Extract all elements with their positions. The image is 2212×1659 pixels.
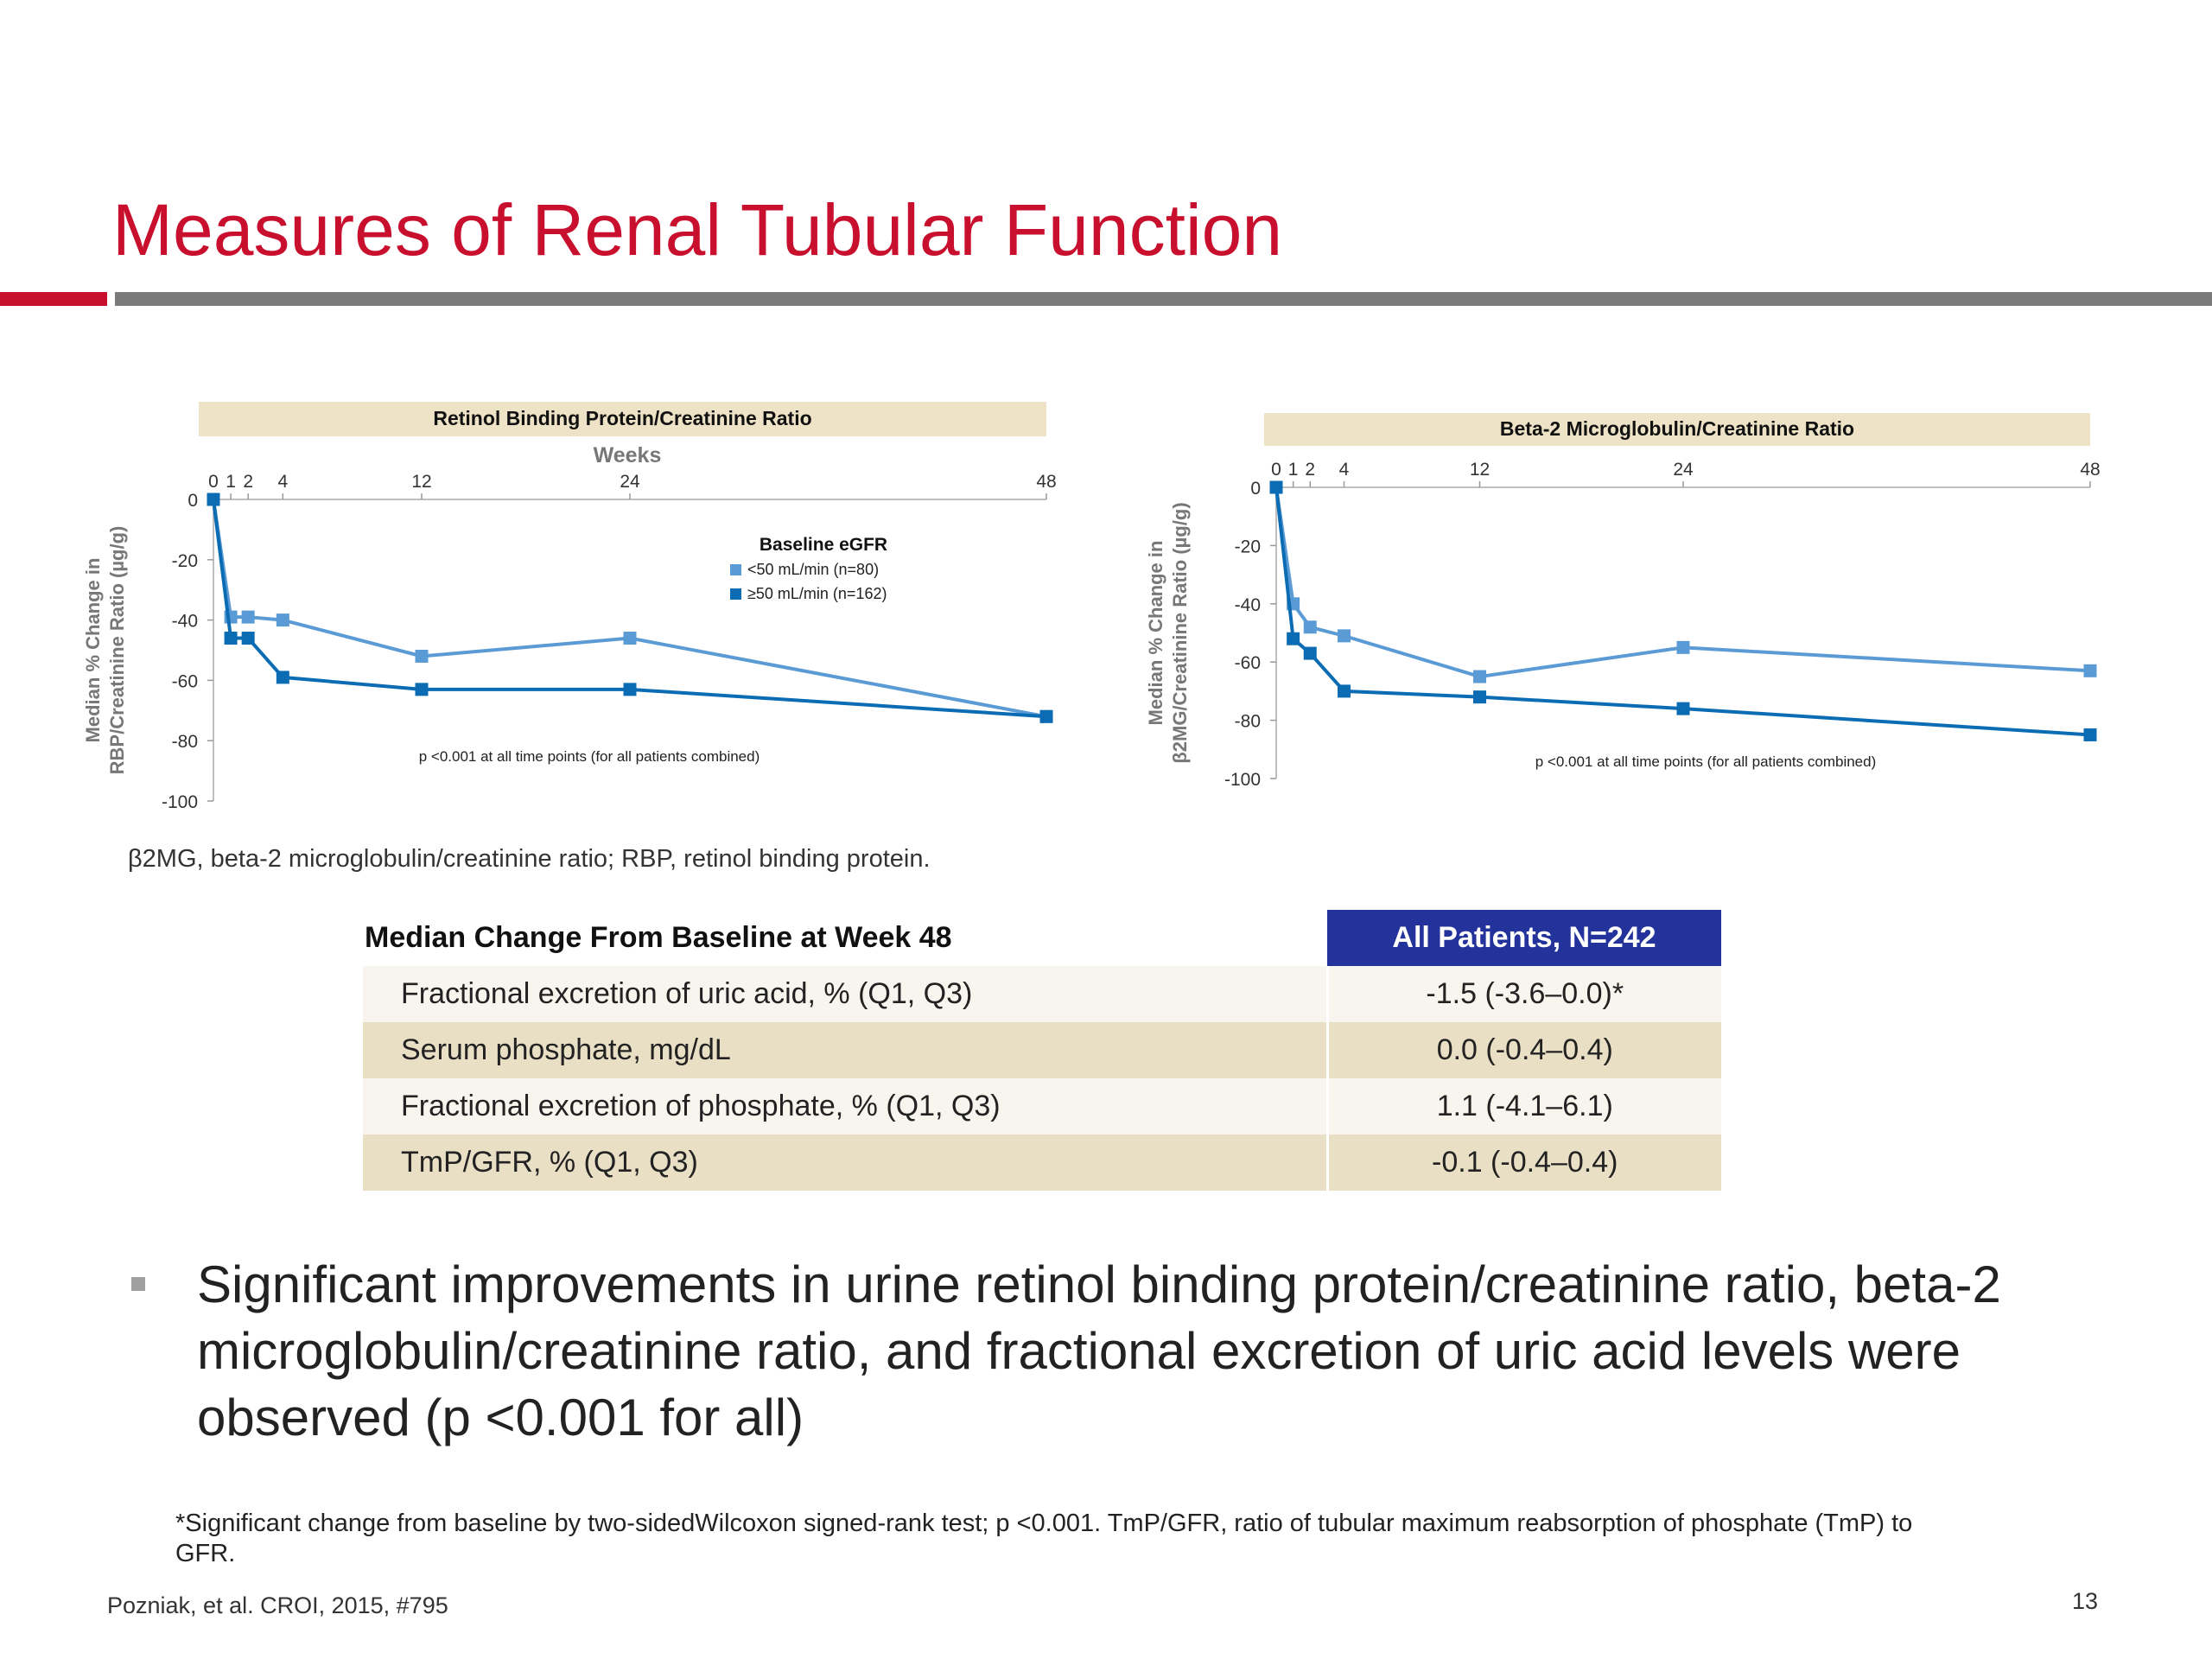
y-axis-label: RBP/Creatinine Ratio (µg/g) — [106, 525, 128, 775]
y-tick-label: -40 — [1234, 594, 1261, 615]
data-point-marker — [1287, 632, 1300, 645]
data-point-marker — [1040, 710, 1053, 723]
x-tick-label: 1 — [226, 472, 236, 492]
row-value: -0.1 (-0.4–0.4) — [1327, 1135, 1721, 1191]
row-value: -1.5 (-3.6–0.0)* — [1327, 966, 1721, 1022]
row-label: TmP/GFR, % (Q1, Q3) — [363, 1135, 1327, 1191]
chart-title: Beta-2 Microglobulin/Creatinine Ratio — [1499, 416, 1855, 440]
page-number: 13 — [2072, 1588, 2099, 1614]
y-tick-label: -20 — [171, 550, 198, 571]
x-tick-label: 0 — [208, 472, 219, 492]
x-tick-label: 48 — [1036, 472, 1057, 492]
b2mg-ratio-chart — [1132, 393, 2126, 808]
legend-entry: <50 mL/min (n=80) — [747, 561, 880, 578]
x-tick-label: 24 — [620, 472, 640, 492]
data-point-marker — [2084, 664, 2097, 677]
y-tick-label: -80 — [1234, 711, 1261, 732]
data-point-marker — [1338, 684, 1351, 697]
data-point-marker — [276, 613, 289, 626]
week48-results-table — [363, 910, 1721, 1191]
title-divider — [115, 292, 2212, 306]
data-point-marker — [416, 650, 429, 663]
data-point-marker — [276, 671, 289, 683]
citation: Pozniak, et al. CROI, 2015, #795 — [107, 1592, 448, 1618]
table-header-label: Median Change From Baseline at Week 48 — [363, 910, 1327, 966]
data-point-marker — [1677, 641, 1690, 654]
data-point-marker — [242, 611, 255, 624]
x-tick-label: 2 — [1305, 460, 1316, 480]
x-tick-label: 4 — [277, 472, 289, 492]
x-tick-label: 4 — [1338, 460, 1350, 480]
legend-swatch — [730, 564, 741, 575]
data-point-marker — [1304, 647, 1317, 660]
table-header-row — [363, 910, 1721, 966]
x-tick-label: 1 — [1287, 460, 1299, 480]
table-row — [363, 1078, 1721, 1135]
data-point-marker — [1677, 702, 1690, 715]
x-tick-label: 2 — [243, 472, 254, 492]
legend-swatch — [730, 588, 741, 600]
abbreviations-note: β2MG, beta-2 microglobulin/creatinine ratio; RBP, retinol binding protein. — [128, 845, 931, 873]
table-header-value: All Patients, N=242 — [1327, 910, 1721, 966]
rbp-ratio-chart — [69, 380, 1089, 830]
chart-annotation: p <0.001 at all time points (for all patients combined) — [1535, 753, 1877, 770]
row-value: 1.1 (-4.1–6.1) — [1327, 1078, 1721, 1135]
y-tick-label: -40 — [171, 611, 198, 632]
data-point-marker — [242, 632, 255, 645]
data-point-marker — [624, 632, 637, 645]
y-tick-label: 0 — [1250, 479, 1261, 499]
series-line — [1276, 487, 2090, 734]
x-tick-label: 12 — [1469, 460, 1491, 480]
row-label: Serum phosphate, mg/dL — [363, 1022, 1327, 1078]
legend-title: Baseline eGFR — [759, 535, 888, 555]
table-row — [363, 966, 1721, 1022]
data-point-marker — [1473, 690, 1486, 703]
data-point-marker — [1473, 671, 1486, 683]
data-point-marker — [624, 683, 637, 696]
table-row — [363, 1022, 1721, 1078]
data-point-marker — [1338, 629, 1351, 642]
key-finding-bullet: Significant improvements in urine retinol binding protein/creatinine ratio, beta-2 microglobulin/creatinine ratio, and fractional excretion of uric acid levels were observed (p <0.001 for all) — [197, 1255, 2001, 1446]
legend-entry: ≥50 mL/min (n=162) — [747, 585, 887, 602]
x-tick-label: 48 — [2080, 460, 2101, 480]
x-tick-label: 0 — [1271, 460, 1281, 480]
y-tick-label: -100 — [161, 792, 198, 812]
footnote: *Significant change from baseline by two-sidedWilcoxon signed-rank test; p <0.001. TmP/GFR, ratio of tubular maximum reabsorption of phosphate (TmP) to GFR. — [175, 1510, 1913, 1567]
y-tick-label: -60 — [1234, 653, 1261, 674]
data-point-marker — [1270, 481, 1283, 494]
table-row — [363, 1135, 1721, 1191]
data-point-marker — [225, 632, 238, 645]
slide-title: Measures of Renal Tubular Function — [112, 189, 1283, 270]
title-divider-accent — [0, 292, 107, 306]
x-tick-label: 24 — [1673, 460, 1694, 480]
y-tick-label: -60 — [171, 671, 198, 692]
row-label: Fractional excretion of uric acid, % (Q1, Q3) — [363, 966, 1327, 1022]
data-point-marker — [416, 683, 429, 696]
row-value: 0.0 (-0.4–0.4) — [1327, 1022, 1721, 1078]
y-axis-label: Median % Change in — [1145, 540, 1166, 726]
y-axis-label: Median % Change in — [82, 557, 104, 743]
x-tick-label: 12 — [411, 472, 432, 492]
data-point-marker — [2084, 728, 2097, 741]
bullet-square-icon — [131, 1277, 145, 1291]
x-axis-label: Weeks — [593, 443, 662, 467]
data-point-marker — [207, 493, 220, 506]
row-label: Fractional excretion of phosphate, % (Q1, Q3) — [363, 1078, 1327, 1135]
data-point-marker — [1304, 620, 1317, 633]
chart-title: Retinol Binding Protein/Creatinine Ratio — [433, 407, 812, 430]
y-tick-label: -100 — [1224, 770, 1261, 790]
y-tick-label: -80 — [171, 732, 198, 753]
y-tick-label: -20 — [1234, 537, 1261, 557]
chart-annotation: p <0.001 at all time points (for all patients combined) — [418, 748, 760, 765]
y-tick-label: 0 — [188, 491, 198, 511]
y-axis-label: β2MG/Creatinine Ratio (µg/g) — [1169, 502, 1191, 764]
